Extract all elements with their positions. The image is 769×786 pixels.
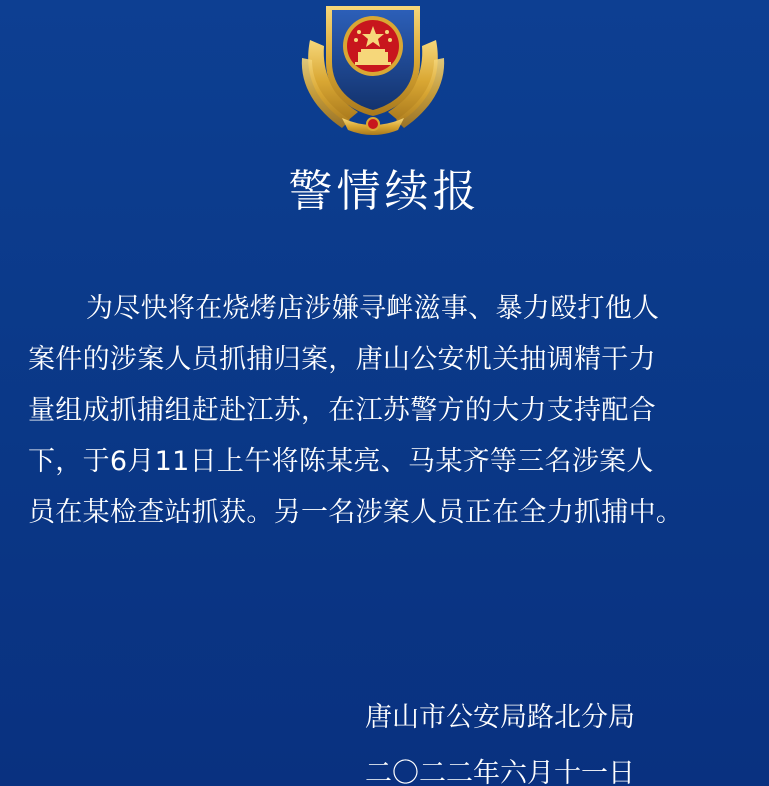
body-line: 员在某检查站抓获。另一名涉案人员正在全力抓捕中。	[28, 497, 684, 528]
police-emblem-icon	[298, 0, 448, 138]
body-line: 量组成抓捕组赶赴江苏，在江苏警方的大力支持配合	[28, 395, 656, 426]
issuer-name: 唐山市公安局路北分局	[365, 702, 635, 733]
issue-date: 二〇二二年六月十一日	[365, 758, 635, 786]
body-line: 下，于6月11日上午将陈某亮、马某齐等三名涉案人	[28, 446, 654, 477]
body-line: 为尽快将在烧烤店涉嫌寻衅滋事、暴力殴打他人	[86, 293, 660, 324]
notice-title: 警情续报	[288, 166, 481, 217]
body-line: 案件的涉案人员抓捕归案，唐山公安机关抽调精干力	[28, 344, 656, 375]
notice-body	[28, 283, 748, 538]
signature-block	[365, 690, 745, 786]
